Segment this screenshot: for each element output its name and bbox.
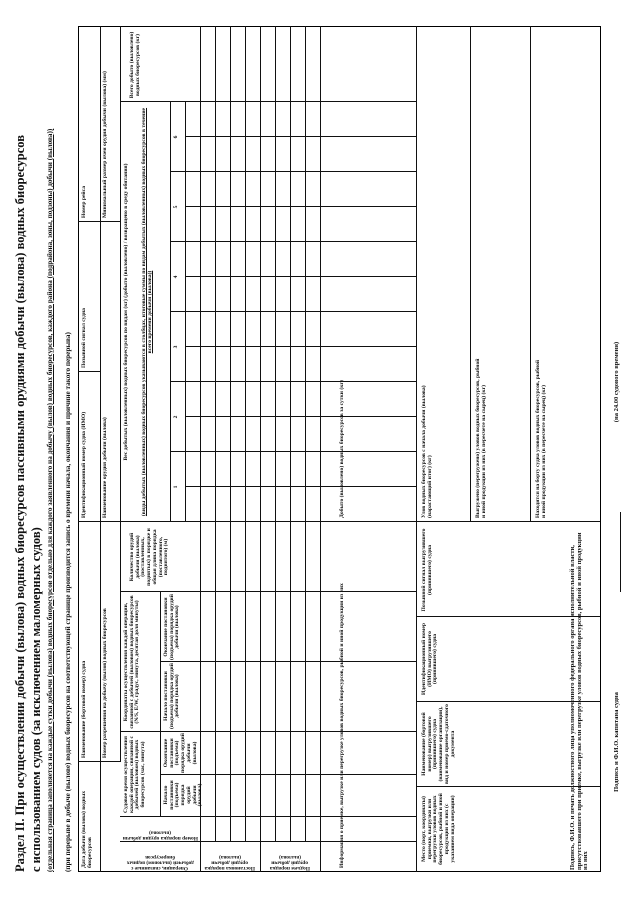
caught-per-day-header: Добыто (выловлено) водных биоресурсов за сутки (кг) bbox=[339, 380, 345, 518]
species-col-4: 4 bbox=[173, 275, 179, 279]
gear-order-header: Номер порядка орудия добычи (вылова) bbox=[122, 829, 198, 841]
receiver-name-header: Наименование (бортовой номер) выгрузившего (принявшего) судна (наименование организации), вид и номер приемо-сдаточного документа bbox=[421, 704, 456, 784]
vessel-name-header: Наименование (бортовой номер) судна bbox=[81, 660, 87, 758]
official-signature-label: Подпись, Ф.И.О. и печать должностного лица уполномоченного федерального органа исполнительной власти, присутствовавшего при приемке, выгрузке или перегрузке уловов водных биоресурсов, рыбной и иной продукции из них bbox=[569, 532, 590, 870]
time-note: (на 24.00 судового времени) bbox=[613, 341, 620, 423]
species-col-1: 1 bbox=[173, 485, 179, 489]
captain-signature-label: Подпись и Ф.И.О. капитана судна bbox=[613, 692, 620, 792]
operations-header: Операции, связанные с добычей (выловом) водных биоресурсов bbox=[126, 854, 194, 871]
time-start-header: Начало постановки (подъема) порядка орудий добычи (вылова) bbox=[163, 780, 204, 810]
imo-header: Идентификационный номер судна (ИМО) bbox=[81, 411, 87, 518]
gear-name-header: Наименование орудия добычи (вылова) bbox=[102, 417, 108, 518]
time-end-header: Окончание постановки (подъема) порядка орудий добычи (вылова) bbox=[163, 733, 198, 773]
permit-number-header: Номер разрешения на добычу (вылов) водных биоресурсов bbox=[102, 608, 108, 758]
coords-end-header: Окончание постановки (подъема) порядка орудий добычи (вылова) bbox=[163, 594, 181, 660]
date-header: Дата добычи (вылова) водных биоресурсов bbox=[81, 790, 93, 868]
gear-quantity-header: Количество орудий добычи (вылова) (поставленных, поднятых) в порядке и общая длина порядка (поставленного, поднятого) (м) bbox=[129, 528, 170, 586]
receiver-imo-header: Идентификационный номер (ИМО) выгрузившего (принявшего) судна bbox=[421, 623, 439, 695]
species-col-6: 6 bbox=[173, 135, 179, 139]
species-col-5: 5 bbox=[173, 205, 179, 209]
coords-start-header: Начало постановки (подъема) порядка орудий добычи (вылова) bbox=[163, 663, 181, 729]
section-title: Раздел II. При осуществлении добычи (вылова) водных биоресурсов пассивными орудиями добычи (вылова) водных биоресурсов bbox=[13, 135, 27, 872]
transfer-place-header: Место (порт, координаты) приемки, выгрузки или перегрузки уловов водных биоресурсов, рыбной и иной продукции из них (с указанием вида операции) bbox=[421, 793, 456, 865]
mesh-size-header: Минимальный размер ячеи орудия добычи (вылова) (мм) bbox=[102, 71, 108, 218]
receiver-call-header: Позывной сигнал выгрузившего (принявшего) судна bbox=[421, 528, 433, 612]
coords-group-header: Координаты осуществления каждой операции, связанной с добычей (выловом) водных биоресурсов (N/S, E/W, градус, минута, десятая доля минуты) bbox=[123, 595, 141, 729]
total-header: Всего добыто (выловлено) водных биоресурсов (кг) bbox=[129, 31, 141, 99]
onboard-header: Находится на борту судна уловов водных биоресурсов, рыбной и иной продукции из них (в пересчете на сырец) (кг) bbox=[535, 359, 547, 518]
weight-note: (виды добытых (выловленных) водных биоресурсов указываются в столбцах, итоговые суммы по видам добытых (выловленных) водных биоресурсов в течение всего времени добычи (вылова)) bbox=[141, 107, 153, 517]
species-col-2: 2 bbox=[173, 415, 179, 419]
call-sign-header: Позывной сигнал судна bbox=[81, 308, 87, 368]
catch-since-start-header: Улов водных биоресурсов с начала добычи (вылова) (нарастающий итог) (кг) bbox=[421, 385, 433, 518]
time-group-header: Судовое время осуществления каждой операции, связанной с добычей (выловом) водных биоресурсов (час, минута) bbox=[123, 736, 147, 813]
row-lift-label: Подъем порядка орудий добычи (вылова) bbox=[269, 854, 311, 871]
section-subtitle: с использованием судов (за исключением маломерных судов) bbox=[29, 527, 43, 872]
weight-group-header: Вес добытых (выловленных) водных биоресурсов по видам (кг) (добыто (выловлено) / возвращено в среду обитания) bbox=[123, 163, 129, 461]
species-col-3: 3 bbox=[173, 345, 179, 349]
break-note: (при перерыве в добыче (вылове) водных биоресурсов на соответствующей странице производится запись о времени начала, окончания и причине такого перерыва) bbox=[64, 332, 72, 872]
trip-number-header: Номер рейса bbox=[81, 185, 87, 218]
unloaded-header: Выгружено (перегружено) уловов водных биоресурсов, рыбной и иной продукции из них (в пересчете на сырец) (кг) bbox=[475, 358, 487, 518]
rotated-sheet bbox=[10, 12, 630, 892]
transfer-title: Информация о приемке, выгрузке или перегрузке уловов водных биоресурсов, рыбной и иной продукции из них bbox=[339, 583, 345, 868]
instruction-note: (отдельная страница заполняется на каждые сутки добычи (вылова) водных биоресурсов отдельно для каждого заявленного на добычу (вылов) водных биоресурсов, каждого района (подрайона, зоны, подзоны) добычи (вылова)) bbox=[46, 128, 54, 872]
row-set-label: Постановка порядка орудий добычи (вылова) bbox=[204, 854, 256, 871]
